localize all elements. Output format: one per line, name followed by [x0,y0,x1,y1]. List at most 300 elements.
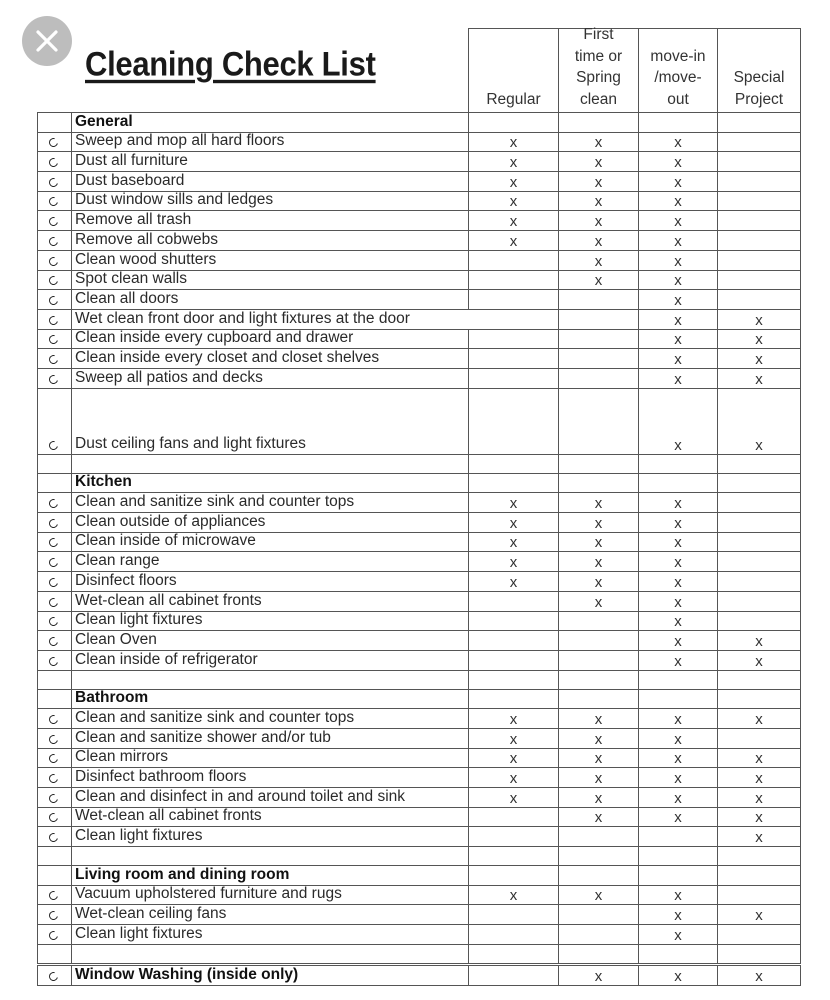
mark-cell-regular [469,552,559,572]
checkbox-cell[interactable] [37,552,72,572]
mark-cell-move-in-out [639,250,718,270]
x-mark: x [509,770,518,788]
mark-cell-move-in-out [639,171,718,191]
task-label: Disinfect floors [75,571,177,589]
bullet-cell [37,846,72,865]
x-mark: x [509,534,518,552]
mark-cell-special-project [718,454,801,473]
x-mark: x [674,789,682,807]
mark-cell-move-in-out [639,454,718,473]
checkbox-circle-icon[interactable] [47,439,59,451]
checkbox-circle-icon[interactable] [47,196,59,208]
mark-cell-first-time [559,571,639,591]
mark-cell-special-project [718,885,801,905]
mark-cell-move-in-out [639,846,718,865]
x-mark: x [674,750,682,768]
mark-cell-regular [469,611,559,631]
task-row [37,388,801,455]
checkbox-cell[interactable] [37,591,72,611]
task-cell [71,787,469,807]
checkbox-cell[interactable] [37,630,72,650]
checkbox-cell[interactable] [37,924,72,944]
x-mark: x [674,593,682,611]
checkbox-circle-icon[interactable] [47,596,59,608]
task-row [37,748,801,769]
mark-cell-first-time [559,591,639,611]
checkbox-circle-icon[interactable] [47,557,59,569]
task-row [37,924,801,945]
mark-cell-first-time [559,670,639,689]
task-cell [71,368,469,388]
task-cell [71,473,469,493]
mark-cell-regular [469,151,559,171]
task-cell [71,151,469,171]
mark-cell-regular [469,591,559,611]
checkbox-circle-icon[interactable] [47,655,59,667]
mark-cell-first-time [559,532,639,552]
mark-cell-regular [469,454,559,473]
mark-cell-move-in-out [639,211,718,231]
checkbox-circle-icon[interactable] [47,373,59,385]
checkbox-cell[interactable] [37,748,72,768]
task-cell [71,250,469,270]
column-header-line: clean [579,90,618,108]
checkbox-circle-icon[interactable] [47,156,59,168]
mark-cell-first-time [559,368,639,388]
checkbox-cell[interactable] [37,309,72,329]
checkbox-cell[interactable] [37,611,72,631]
mark-cell-regular [469,708,559,728]
x-mark: x [594,534,603,552]
bullet-cell [37,112,72,132]
x-mark: x [509,134,518,152]
mark-cell-regular [469,368,559,388]
task-cell [71,191,469,211]
mark-cell-first-time [559,807,639,827]
column-header-label [559,24,638,110]
task-row [37,552,801,573]
x-mark: x [674,554,682,572]
page-title: Cleaning Check List [85,44,376,84]
x-mark: x [674,370,682,388]
x-mark: x [509,554,518,572]
task-row [37,492,801,513]
task-cell [71,348,469,368]
task-label: Clean light fixtures [75,611,203,629]
checkbox-cell[interactable] [37,368,72,388]
bullet-cell [37,473,72,493]
task-label: Wet-clean all cabinet fronts [75,591,262,609]
x-mark: x [674,351,682,369]
bullet-cell [37,865,72,885]
task-cell [71,650,469,670]
mark-cell-special-project [718,944,801,963]
checkbox-circle-icon[interactable] [47,353,59,365]
mark-cell-regular [469,230,559,250]
bullet-cell [37,689,72,709]
column-header-label [469,89,558,111]
checkbox-circle-icon[interactable] [47,216,59,228]
task-cell [71,924,469,944]
task-cell [71,728,469,748]
checkbox-circle-icon[interactable] [47,176,59,188]
mark-cell-move-in-out [639,708,718,728]
x-mark: x [674,495,682,513]
mark-cell-first-time [559,388,639,454]
mark-cell-first-time [559,512,639,532]
task-label: Spot clean walls [75,270,188,288]
mark-cell-special-project [718,492,801,512]
mark-cell-move-in-out [639,552,718,572]
checkbox-circle-icon[interactable] [47,235,59,247]
checkbox-circle-icon[interactable] [47,314,59,326]
mark-cell-move-in-out [639,191,718,211]
task-label: Clean range [75,552,160,570]
task-label: Clean Oven [75,630,157,648]
task-cell [71,289,469,309]
mark-cell-move-in-out [639,787,718,807]
mark-cell-regular [469,191,559,211]
checkbox-cell[interactable] [37,571,72,591]
column-header-line: time or [574,47,623,65]
column-header-label [639,46,717,111]
checkbox-cell[interactable] [37,191,72,211]
checkbox-cell[interactable] [37,905,72,925]
x-mark: x [594,134,603,152]
task-cell [71,270,469,290]
checkbox-circle-icon[interactable] [47,275,59,287]
x-mark: x [509,887,518,905]
task-label: Clean and sanitize sink and counter tops [75,708,355,726]
x-mark: x [674,331,682,349]
mark-cell-regular [469,289,559,309]
mark-cell-special-project [718,611,801,631]
task-label: Wet-clean all cabinet fronts [75,807,262,825]
x-mark: x [674,272,682,290]
mark-cell-first-time [559,211,639,231]
x-mark: x [594,770,603,788]
x-mark: x [594,809,603,827]
checkbox-cell[interactable] [37,807,72,827]
x-mark: x [509,154,518,172]
x-mark: x [755,907,763,925]
checkbox-circle-icon[interactable] [47,517,59,529]
x-mark: x [755,750,763,768]
checkbox-cell[interactable] [37,767,72,787]
task-row [37,767,801,788]
x-mark: x [594,730,603,748]
mark-cell-special-project [718,650,801,670]
mark-cell-move-in-out [639,748,718,768]
checkbox-cell[interactable] [37,728,72,748]
section-row [37,112,801,133]
x-mark: x [674,770,682,788]
mark-cell-move-in-out [639,611,718,631]
mark-cell-move-in-out [639,670,718,689]
mark-cell-move-in-out [639,492,718,512]
x-mark: x [594,710,603,728]
x-mark: x [594,154,603,172]
mark-cell-special-project [718,905,801,925]
mark-cell-move-in-out [639,944,718,963]
mark-cell-move-in-out [639,807,718,827]
task-label: Wet-clean ceiling fans [75,905,227,923]
x-mark: x [674,573,682,591]
mark-cell-move-in-out [639,132,718,152]
mark-cell-first-time [559,250,639,270]
column-header-line: /move- [654,69,702,86]
x-mark: x [594,968,603,986]
spacer-row [37,846,801,866]
x-mark: x [674,252,682,270]
x-mark: x [509,173,518,191]
mark-cell-first-time [559,905,639,925]
x-mark: x [674,232,682,250]
mark-cell-regular [469,846,559,865]
mark-cell-special-project [718,348,801,368]
mark-cell-special-project [718,250,801,270]
x-mark: x [674,514,682,532]
task-row [37,571,801,592]
mark-cell-first-time [559,787,639,807]
x-mark: x [674,154,682,172]
checkbox-cell[interactable] [37,348,72,368]
task-row [37,827,801,848]
task-label: Dust window sills and ledges [75,191,274,209]
section-heading: Bathroom [75,689,149,707]
task-label: Clean light fixtures [75,827,203,845]
checkbox-cell[interactable] [37,492,72,512]
checkbox-circle-icon[interactable] [47,334,59,346]
mark-cell-special-project [718,211,801,231]
task-label: Clean light fixtures [75,924,203,942]
task-cell [71,807,469,827]
mark-cell-first-time [559,924,639,944]
checkbox-cell[interactable] [37,270,72,290]
mark-cell-special-project [718,966,801,986]
x-mark: x [509,193,518,211]
task-label: Remove all cobwebs [75,230,219,248]
checkbox-cell[interactable] [37,650,72,670]
mark-cell-move-in-out [639,689,718,709]
mark-cell-move-in-out [639,289,718,309]
checkbox-circle-icon[interactable] [47,294,59,306]
section-row [37,865,801,886]
checkbox-circle-icon[interactable] [47,832,59,844]
mark-cell-special-project [718,591,801,611]
task-cell [71,552,469,572]
mark-cell-first-time [559,329,639,349]
mark-cell-regular [469,885,559,905]
checkbox-cell[interactable] [37,230,72,250]
mark-cell-first-time [559,552,639,572]
checkbox-circle-icon[interactable] [47,910,59,922]
mark-cell-special-project [718,787,801,807]
mark-cell-special-project [718,532,801,552]
task-label: Dust ceiling fans and light fixtures [75,434,306,452]
mark-cell-move-in-out [639,827,718,847]
x-mark: x [594,789,603,807]
task-row [37,965,801,987]
checkbox-circle-icon[interactable] [47,713,59,725]
x-mark: x [755,632,763,650]
x-mark: x [509,710,518,728]
x-mark: x [674,887,682,905]
x-mark: x [755,351,763,369]
task-label: Remove all trash [75,211,192,229]
checkbox-cell[interactable] [37,827,72,847]
mark-cell-first-time [559,966,639,986]
column-header-label [718,67,800,110]
checkbox-cell[interactable] [37,171,72,191]
mark-cell-special-project [718,473,801,493]
checkbox-circle-icon[interactable] [47,792,59,804]
checkbox-cell[interactable] [37,388,72,454]
mark-cell-regular [469,532,559,552]
mark-cell-regular [469,924,559,944]
checkbox-cell[interactable] [37,787,72,807]
mark-cell-first-time [559,112,639,132]
x-mark: x [509,232,518,250]
checkbox-circle-icon[interactable] [47,576,59,588]
task-row [37,270,801,291]
checkbox-circle-icon[interactable] [47,812,59,824]
mark-cell-special-project [718,191,801,211]
task-row [37,512,801,533]
checkbox-cell[interactable] [37,512,72,532]
checkbox-cell[interactable] [37,289,72,309]
mark-cell-move-in-out [639,309,718,329]
mark-cell-move-in-out [639,532,718,552]
mark-cell-first-time [559,728,639,748]
mark-cell-first-time [559,492,639,512]
mark-cell-first-time [559,846,639,865]
task-row [37,728,801,749]
mark-cell-special-project [718,807,801,827]
column-header-regular [469,28,559,112]
task-label: Clean and sanitize shower and/or tub [75,728,331,746]
checkbox-circle-icon[interactable] [47,497,59,509]
task-row [37,650,801,671]
checkbox-cell[interactable] [37,708,72,728]
mark-cell-special-project [718,689,801,709]
x-mark: x [674,213,682,231]
mark-cell-special-project [718,748,801,768]
checkbox-circle-icon[interactable] [47,537,59,549]
mark-cell-special-project [718,571,801,591]
mark-cell-special-project [718,728,801,748]
x-mark: x [594,554,603,572]
checkbox-circle-icon[interactable] [47,971,59,983]
spacer-row [37,454,801,474]
checkbox-circle-icon[interactable] [47,255,59,267]
task-label: Window Washing (inside only) [75,966,299,984]
mark-cell-move-in-out [639,630,718,650]
checkbox-cell[interactable] [37,132,72,152]
checkbox-circle-icon[interactable] [47,635,59,647]
checkbox-cell[interactable] [37,532,72,552]
mark-cell-first-time [559,885,639,905]
column-header-line: Regular [486,90,541,108]
mark-cell-first-time [559,689,639,709]
x-mark: x [755,968,763,986]
section-heading: Kitchen [75,473,132,491]
mark-cell-move-in-out [639,368,718,388]
mark-cell-first-time [559,132,639,152]
checkbox-circle-icon[interactable] [47,733,59,745]
mark-cell-move-in-out [639,865,718,885]
task-row [37,151,801,172]
mark-cell-special-project [718,309,801,329]
checkbox-cell[interactable] [37,329,72,349]
mark-cell-first-time [559,348,639,368]
task-cell [71,689,469,709]
checkbox-cell[interactable] [37,250,72,270]
task-cell [71,532,469,552]
x-mark: x [674,632,682,650]
x-mark: x [755,770,763,788]
task-cell [71,591,469,611]
x-mark: x [674,311,682,329]
task-row [37,329,801,350]
mark-cell-first-time [559,454,639,473]
task-label: Clean all doors [75,289,179,307]
mark-cell-regular [469,309,559,329]
mark-cell-regular [469,473,559,493]
task-row [37,309,801,330]
checkbox-circle-icon[interactable] [47,137,59,149]
mark-cell-move-in-out [639,151,718,171]
mark-cell-first-time [559,230,639,250]
checkbox-cell[interactable] [37,885,72,905]
task-cell [71,211,469,231]
checkbox-cell[interactable] [37,211,72,231]
checkbox-circle-icon[interactable] [47,929,59,941]
task-row [37,230,801,251]
task-cell [71,885,469,905]
x-mark: x [594,573,603,591]
mark-cell-regular [469,329,559,349]
x-mark: x [755,829,763,847]
task-cell [71,512,469,532]
checkbox-circle-icon[interactable] [47,890,59,902]
mark-cell-regular [469,807,559,827]
checkbox-cell[interactable] [37,966,72,986]
x-mark: x [755,311,763,329]
column-header-line: out [667,90,689,108]
task-cell [71,846,469,865]
mark-cell-regular [469,388,559,454]
checkbox-cell[interactable] [37,151,72,171]
task-cell [71,865,469,885]
mark-cell-special-project [718,708,801,728]
mark-cell-special-project [718,171,801,191]
mark-cell-special-project [718,388,801,454]
mark-cell-move-in-out [639,728,718,748]
task-row [37,787,801,808]
checkbox-circle-icon[interactable] [47,753,59,765]
checkbox-circle-icon[interactable] [47,616,59,628]
x-mark: x [674,710,682,728]
task-cell [71,905,469,925]
checkbox-circle-icon[interactable] [47,772,59,784]
task-cell [71,329,469,349]
mark-cell-special-project [718,630,801,650]
mark-cell-special-project [718,270,801,290]
task-row [37,289,801,310]
column-header-line: First [583,26,614,43]
task-row [37,611,801,632]
